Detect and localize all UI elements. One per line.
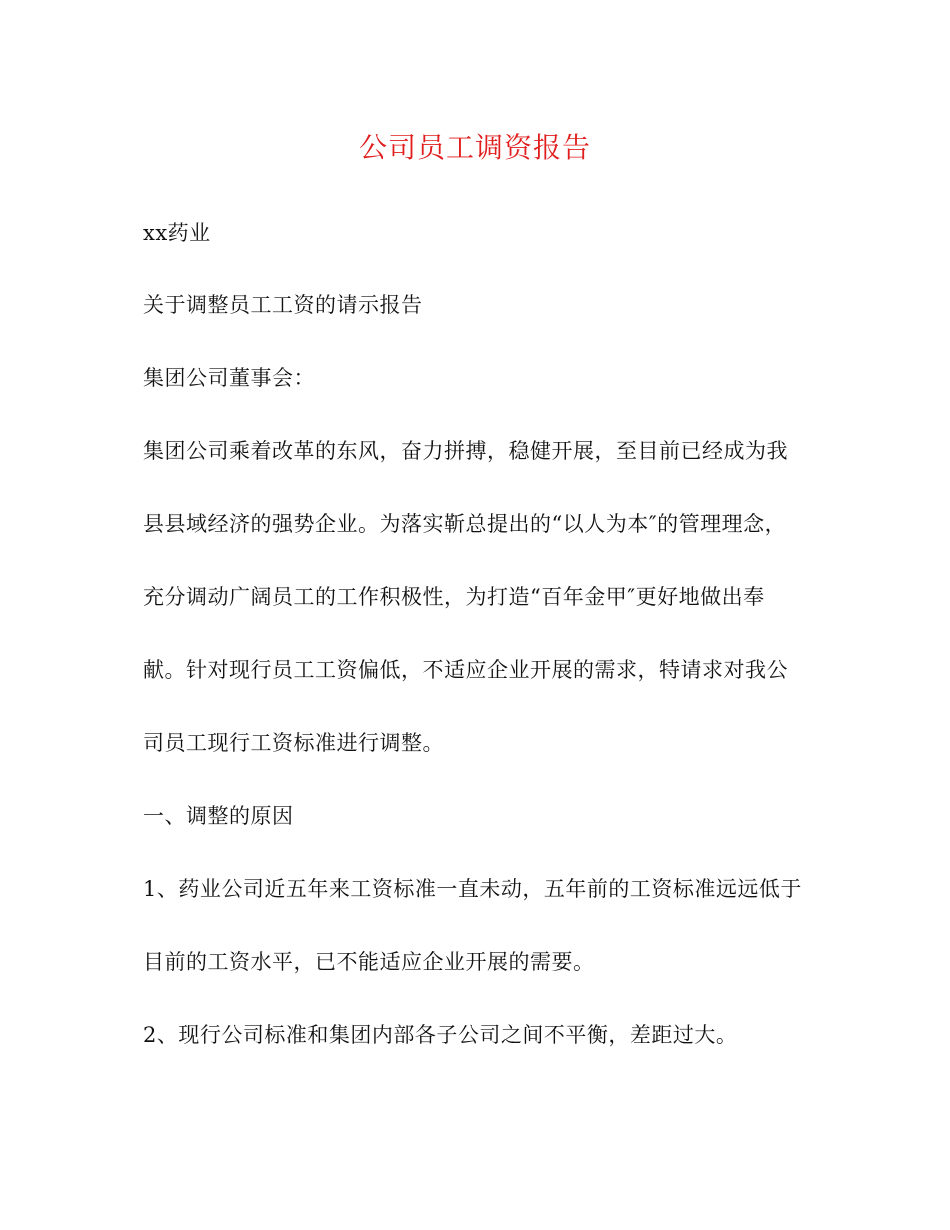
body-line-5: 司员工现行工资标准进行调整。 — [143, 731, 444, 755]
document-title: 公司员工调资报告 — [358, 131, 591, 164]
reason-1-line-2: 目前的工资水平，已不能适应企业开展的需要。 — [143, 950, 595, 974]
body-line-4: 献。针对现行员工工资偏低，不适应企业开展的需求，特请求对我公 — [143, 658, 788, 682]
section-heading-reasons: 一、调整的原因 — [143, 804, 294, 828]
body-line-1: 集团公司乘着改革的东风，奋力拼搏，稳健开展，至目前已经成为我 — [143, 439, 788, 463]
body-line-3: 充分调动广阔员工的工作积极性，为打造“百年金甲″更好地做出奉 — [143, 585, 765, 609]
company-name-line: xx药业 — [143, 221, 211, 245]
salutation-line: 集团公司董事会： — [143, 366, 315, 390]
reason-2-line: 2、现行公司标准和集团内部各子公司之间不平衡，差距过大。 — [143, 1023, 738, 1047]
report-subject-line: 关于调整员工工资的请示报告 — [143, 293, 423, 317]
reason-1-line-1: 1、药业公司近五年来工资标准一直未动，五年前的工资标准远远低于 — [143, 877, 802, 901]
body-line-2: 县县域经济的强势企业。为落实靳总提出的“以人为本″的管理理念， — [143, 512, 787, 536]
